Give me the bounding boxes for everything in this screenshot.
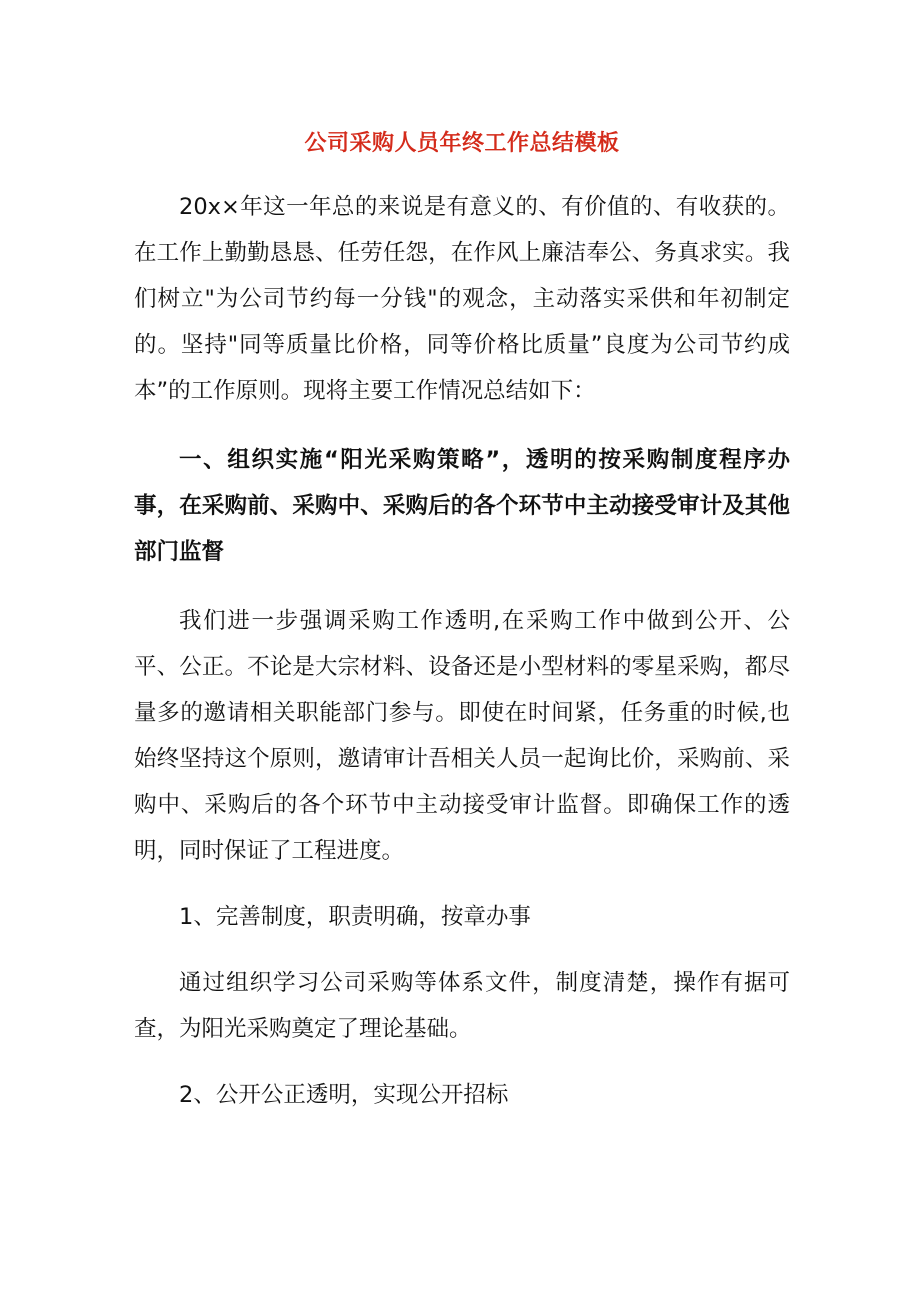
spacer (134, 414, 790, 437)
document-title: 公司采购人员年终工作总结模板 (304, 131, 620, 156)
spacer (134, 1052, 790, 1072)
spacer (134, 940, 790, 960)
item-1-paragraph: 通过组织学习公司采购等体系文件，制度清楚，操作有据可查，为阳光采购奠定了理论基础。 (134, 970, 790, 1042)
item-1-heading: 1、完善制度，职责明确，按章办事 (179, 904, 531, 930)
spacer (134, 874, 790, 894)
spacer (134, 575, 790, 598)
section-1-paragraph: 我们进一步强调采购工作透明,在采购工作中做到公开、公平、公正。不论是大宗材料、设备还是小型材料的零星采购，都尽量多的邀请相关职能部门参与。即使在时间紧，任务重的时候,也始终坚持这个原则，邀请审计吾相关人员一起询比价，采购前、采购中、采购后的各个环节中主动接受审计监督。即确保工作的透明，同时保证了工程进度。 (134, 608, 790, 864)
section-1-heading: 一、组织实施“阳光采购策略”，透明的按采购制度程序办事，在采购前、采购中、采购后的各个环节中主动接受审计及其他部门监督 (134, 447, 790, 565)
intro-paragraph: 20x×年这一年总的来说是有意义的、有价值的、有收获的。在工作上勤勤恳恳、任劳任怨，在作风上廉洁奉公、务真求实。我们树立"为公司节约每一分钱"的观念，主动落实采供和年初制定的。坚持"同等质量比价格，同等价格比质量”良度为公司节约成本”的工作原则。现将主要工作情况总结如下： (134, 194, 790, 404)
item-2-heading: 2、公开公正透明，实现公开招标 (179, 1082, 509, 1108)
